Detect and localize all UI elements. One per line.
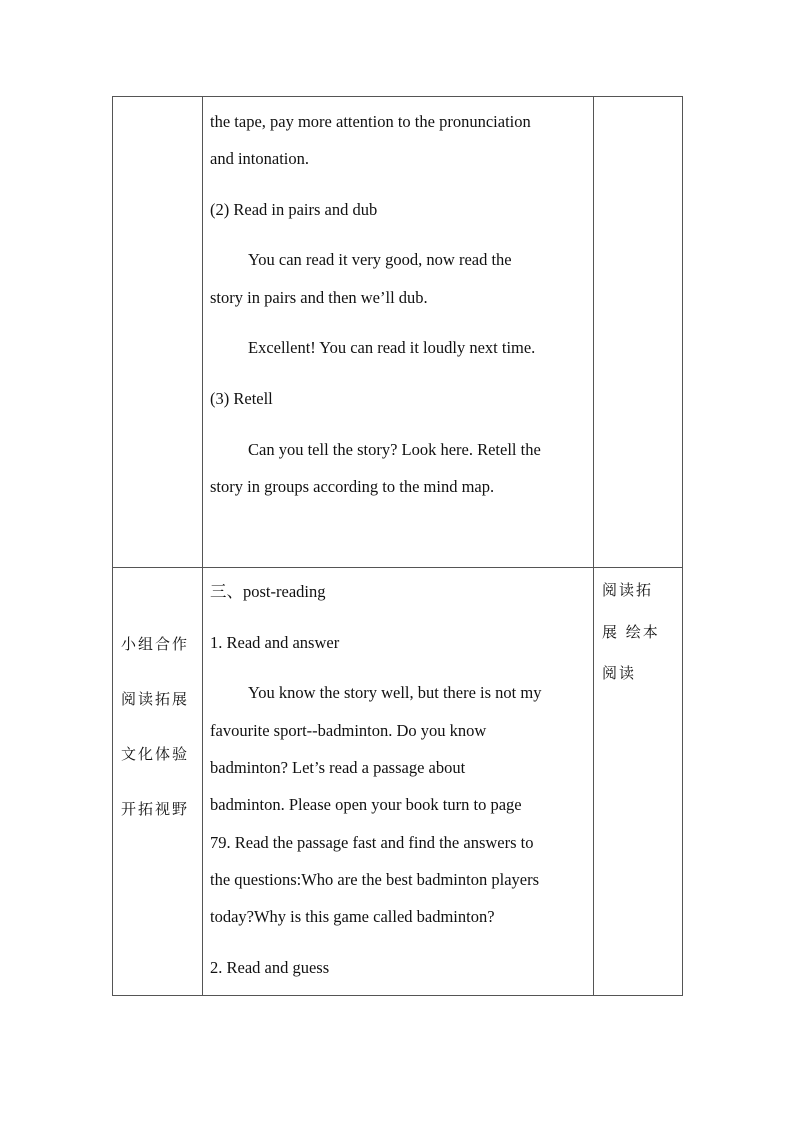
- stage-label: 小组合作: [121, 635, 190, 653]
- text-line: favourite sport--badminton. Do you know: [210, 721, 487, 740]
- text-line: Can you tell the story? Look here. Retell the: [248, 440, 541, 459]
- text-line: 79. Read the passage fast and find the answers to: [210, 833, 534, 852]
- text-line: badminton? Let’s read a passage about: [210, 758, 466, 777]
- text-line: story in pairs and then we’ll dub.: [210, 288, 428, 307]
- text-line: (2) Read in pairs and dub: [210, 200, 378, 219]
- text-line: today?Why is this game called badminton?: [210, 907, 495, 926]
- text-line: the tape, pay more attention to the pronunciation: [210, 112, 531, 131]
- purpose-cell: [594, 568, 683, 996]
- stage-label: 开拓视野: [121, 800, 190, 818]
- section-heading: 三、post-reading: [210, 582, 326, 601]
- table-row: [113, 97, 683, 568]
- table-row: [113, 568, 683, 996]
- stage-cell: [113, 97, 203, 568]
- purpose-label: 阅读拓: [602, 581, 654, 599]
- text-line: (3) Retell: [210, 389, 273, 408]
- activity-cell: [203, 97, 594, 568]
- purpose-label: 阅读: [602, 664, 637, 682]
- text-line: 2. Read and guess: [210, 958, 330, 977]
- stage-label: 阅读拓展: [121, 690, 190, 708]
- text-line: story in groups according to the mind map.: [210, 477, 495, 496]
- text-line: You can read it very good, now read the: [248, 250, 512, 269]
- text-line: the questions:Who are the best badminton players: [210, 870, 540, 889]
- text-line: badminton. Please open your book turn to page: [210, 795, 522, 814]
- text-line: You know the story well, but there is not my: [248, 683, 542, 702]
- activity-cell: [203, 568, 594, 996]
- stage-cell: [113, 568, 203, 996]
- purpose-cell: [594, 97, 683, 568]
- text-line: 1. Read and answer: [210, 633, 340, 652]
- purpose-label: 展 绘本: [602, 623, 660, 641]
- stage-label: 文化体验: [121, 745, 190, 763]
- text-line: Excellent! You can read it loudly next time.: [248, 338, 536, 357]
- lesson-plan-table: [112, 96, 683, 996]
- text-line: and intonation.: [210, 149, 309, 168]
